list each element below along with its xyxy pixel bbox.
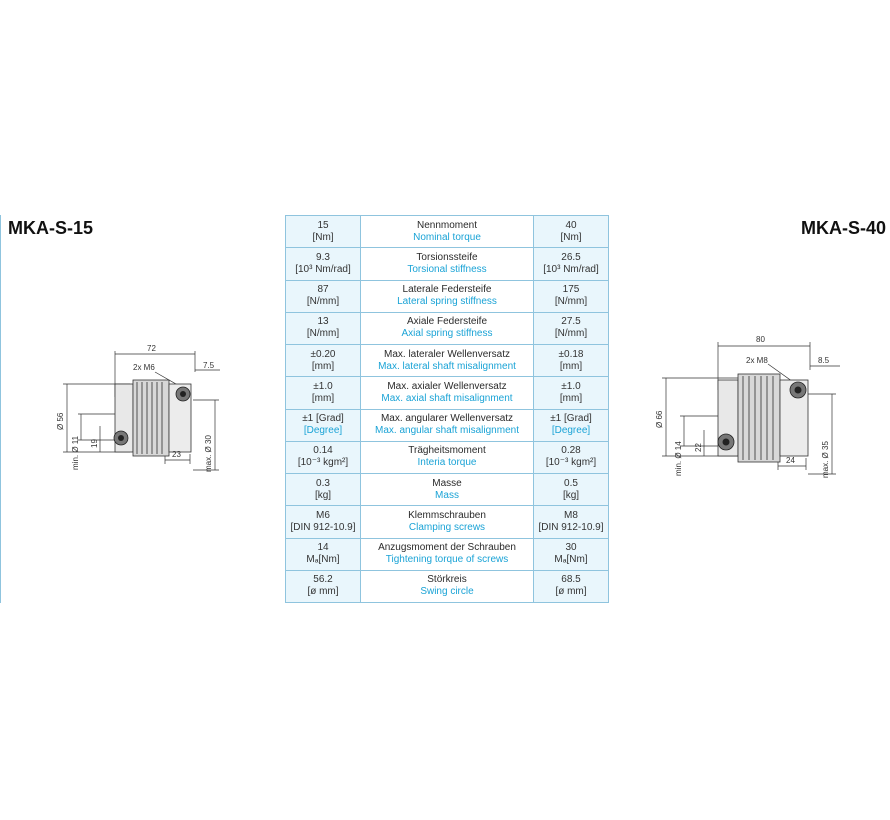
right-dim-screw-dist: 22 <box>694 443 703 452</box>
right-value: ±1 [Grad] <box>550 413 592 425</box>
spec-row <box>286 441 609 473</box>
left-model-title: MKA-S-15 <box>8 218 94 238</box>
spec-row <box>286 248 609 280</box>
left-value: ±1 [Grad] <box>302 413 344 425</box>
right-value: 68.5 <box>561 574 581 586</box>
right-value-cell <box>534 441 609 473</box>
right-value-cell <box>534 570 609 602</box>
left-dim-length: 72 <box>147 344 156 353</box>
right-value-cell <box>534 345 609 377</box>
right-value-cell <box>534 474 609 506</box>
right-unit: Mₐ[Nm] <box>554 554 588 566</box>
spec-row <box>286 377 609 409</box>
property-german: Axiale Federsteife <box>406 316 488 328</box>
right-value: 0.28 <box>561 445 581 457</box>
property-english: Mass <box>435 489 459 501</box>
left-dim-screw: 2x M6 <box>133 363 155 372</box>
left-dim-max-bore: max. Ø 30 <box>204 435 213 472</box>
left-value-cell <box>286 538 361 570</box>
spec-row <box>286 409 609 441</box>
right-value-cell <box>534 216 609 248</box>
right-unit: [Degree] <box>551 425 591 437</box>
property-german: Masse <box>432 477 462 489</box>
right-value: 175 <box>562 284 580 296</box>
spec-table <box>285 215 609 603</box>
property-cell <box>361 248 534 280</box>
left-value: 0.3 <box>316 477 330 489</box>
right-unit: [mm] <box>559 392 583 404</box>
left-unit: [DIN 912-10.9] <box>290 521 356 533</box>
property-cell <box>361 570 534 602</box>
right-unit: [10⁻³ kgm²] <box>545 457 597 469</box>
right-dim-offset: 8.5 <box>818 356 830 365</box>
left-unit: [kg] <box>314 489 332 501</box>
spec-row <box>286 345 609 377</box>
left-value: 87 <box>317 284 329 296</box>
left-coupling-drawing <box>45 342 270 477</box>
left-unit: Mₐ[Nm] <box>306 554 340 566</box>
left-value-cell <box>286 506 361 538</box>
right-value: ±1.0 <box>561 380 581 392</box>
left-value: ±0.20 <box>310 348 336 360</box>
right-value: 26.5 <box>561 251 581 263</box>
right-dim-length: 80 <box>756 335 765 344</box>
property-cell <box>361 474 534 506</box>
property-cell <box>361 280 534 312</box>
left-unit: [N/mm] <box>306 328 340 340</box>
right-coupling-drawing <box>650 330 875 485</box>
spec-row <box>286 538 609 570</box>
right-dim-hub-length: 24 <box>786 456 795 465</box>
right-unit: [ø mm] <box>555 586 587 598</box>
right-unit: [DIN 912-10.9] <box>538 521 604 533</box>
property-cell <box>361 312 534 344</box>
right-model-title: MKA-S-40 <box>800 218 886 238</box>
right-value: 27.5 <box>561 316 581 328</box>
left-unit: [10⁻³ kgm²] <box>297 457 349 469</box>
left-value-cell <box>286 248 361 280</box>
spec-row <box>286 312 609 344</box>
property-english: Tightening torque of screws <box>385 554 509 566</box>
property-english: Torsional stiffness <box>407 263 487 275</box>
left-unit: [N/mm] <box>306 296 340 308</box>
right-dim-min-bore: min. Ø 14 <box>674 441 683 476</box>
left-value-cell <box>286 345 361 377</box>
property-cell <box>361 377 534 409</box>
left-value-cell <box>286 570 361 602</box>
left-dim-offset: 7.5 <box>203 361 215 370</box>
right-value-cell <box>534 538 609 570</box>
right-value: 0.5 <box>564 477 578 489</box>
property-german: Anzugsmoment der Schrauben <box>378 542 516 554</box>
left-value-cell <box>286 280 361 312</box>
property-german: Nennmoment <box>416 219 478 231</box>
left-value: ±1.0 <box>313 380 333 392</box>
right-value-cell <box>534 280 609 312</box>
left-dim-min-bore: min. Ø 11 <box>71 435 80 470</box>
property-cell <box>361 538 534 570</box>
property-english: Interia torque <box>417 457 477 469</box>
right-unit: [N/mm] <box>554 328 588 340</box>
right-value: 40 <box>565 219 577 231</box>
left-unit: [Degree] <box>303 425 343 437</box>
left-value-cell <box>286 216 361 248</box>
property-cell <box>361 506 534 538</box>
left-value: 15 <box>317 219 329 231</box>
left-dim-screw-dist: 19 <box>90 439 99 448</box>
left-value-cell <box>286 409 361 441</box>
property-german: Klemmschrauben <box>408 509 486 521</box>
property-german: Max. lateraler Wellenversatz <box>384 348 510 360</box>
property-cell <box>361 216 534 248</box>
left-dim-outer-diameter: Ø 56 <box>56 412 65 430</box>
right-value-cell <box>534 248 609 280</box>
right-value-cell <box>534 506 609 538</box>
right-dim-max-bore: max. Ø 35 <box>821 441 830 478</box>
left-value: M6 <box>316 509 330 521</box>
right-dim-screw: 2x M8 <box>746 356 768 365</box>
left-unit: [ø mm] <box>307 586 339 598</box>
left-value: 14 <box>317 542 329 554</box>
property-german: Max. angularer Wellenversatz <box>380 413 514 425</box>
property-english: Clamping screws <box>408 521 486 533</box>
property-german: Störkreis <box>427 574 467 586</box>
right-value-cell <box>534 312 609 344</box>
property-german: Max. axialer Wellenversatz <box>387 380 507 392</box>
property-english: Axial spring stiffness <box>401 328 493 340</box>
right-unit: [N/mm] <box>554 296 588 308</box>
left-unit: [mm] <box>311 392 335 404</box>
left-dim-hub-length: 23 <box>172 450 181 459</box>
left-value: 0.14 <box>313 445 333 457</box>
left-value-cell <box>286 474 361 506</box>
spec-row <box>286 506 609 538</box>
property-english: Swing circle <box>420 586 474 598</box>
left-value: 13 <box>317 316 329 328</box>
right-value-cell <box>534 377 609 409</box>
right-value: ±0.18 <box>558 348 584 360</box>
right-unit: [10³ Nm/rad] <box>543 263 599 275</box>
left-value-cell <box>286 312 361 344</box>
right-unit: [kg] <box>562 489 580 501</box>
right-unit: [mm] <box>559 360 583 372</box>
right-value: M8 <box>564 509 578 521</box>
left-value: 9.3 <box>316 251 330 263</box>
left-unit: [Nm] <box>312 231 334 243</box>
left-value-cell <box>286 441 361 473</box>
spec-row <box>286 216 609 248</box>
right-dim-outer-diameter: Ø 66 <box>655 410 664 428</box>
left-unit: [mm] <box>311 360 335 372</box>
right-value: 30 <box>565 542 577 554</box>
property-german: Torsionssteife <box>416 251 478 263</box>
property-german: Laterale Federsteife <box>402 284 492 296</box>
property-english: Nominal torque <box>413 231 481 243</box>
right-value-cell <box>534 409 609 441</box>
property-cell <box>361 345 534 377</box>
property-cell <box>361 441 534 473</box>
left-value: 56.2 <box>313 574 333 586</box>
property-english: Max. axial shaft misalignment <box>381 392 513 404</box>
right-unit: [Nm] <box>560 231 582 243</box>
property-cell <box>361 409 534 441</box>
property-english: Lateral spring stiffness <box>397 296 497 308</box>
property-english: Max. angular shaft misalignment <box>375 425 519 437</box>
property-german: Trägheitsmoment <box>408 445 486 457</box>
left-value-cell <box>286 377 361 409</box>
property-english: Max. lateral shaft misalignment <box>378 360 516 372</box>
spec-row <box>286 280 609 312</box>
spec-row <box>286 474 609 506</box>
left-unit: [10³ Nm/rad] <box>295 263 351 275</box>
spec-row <box>286 570 609 602</box>
